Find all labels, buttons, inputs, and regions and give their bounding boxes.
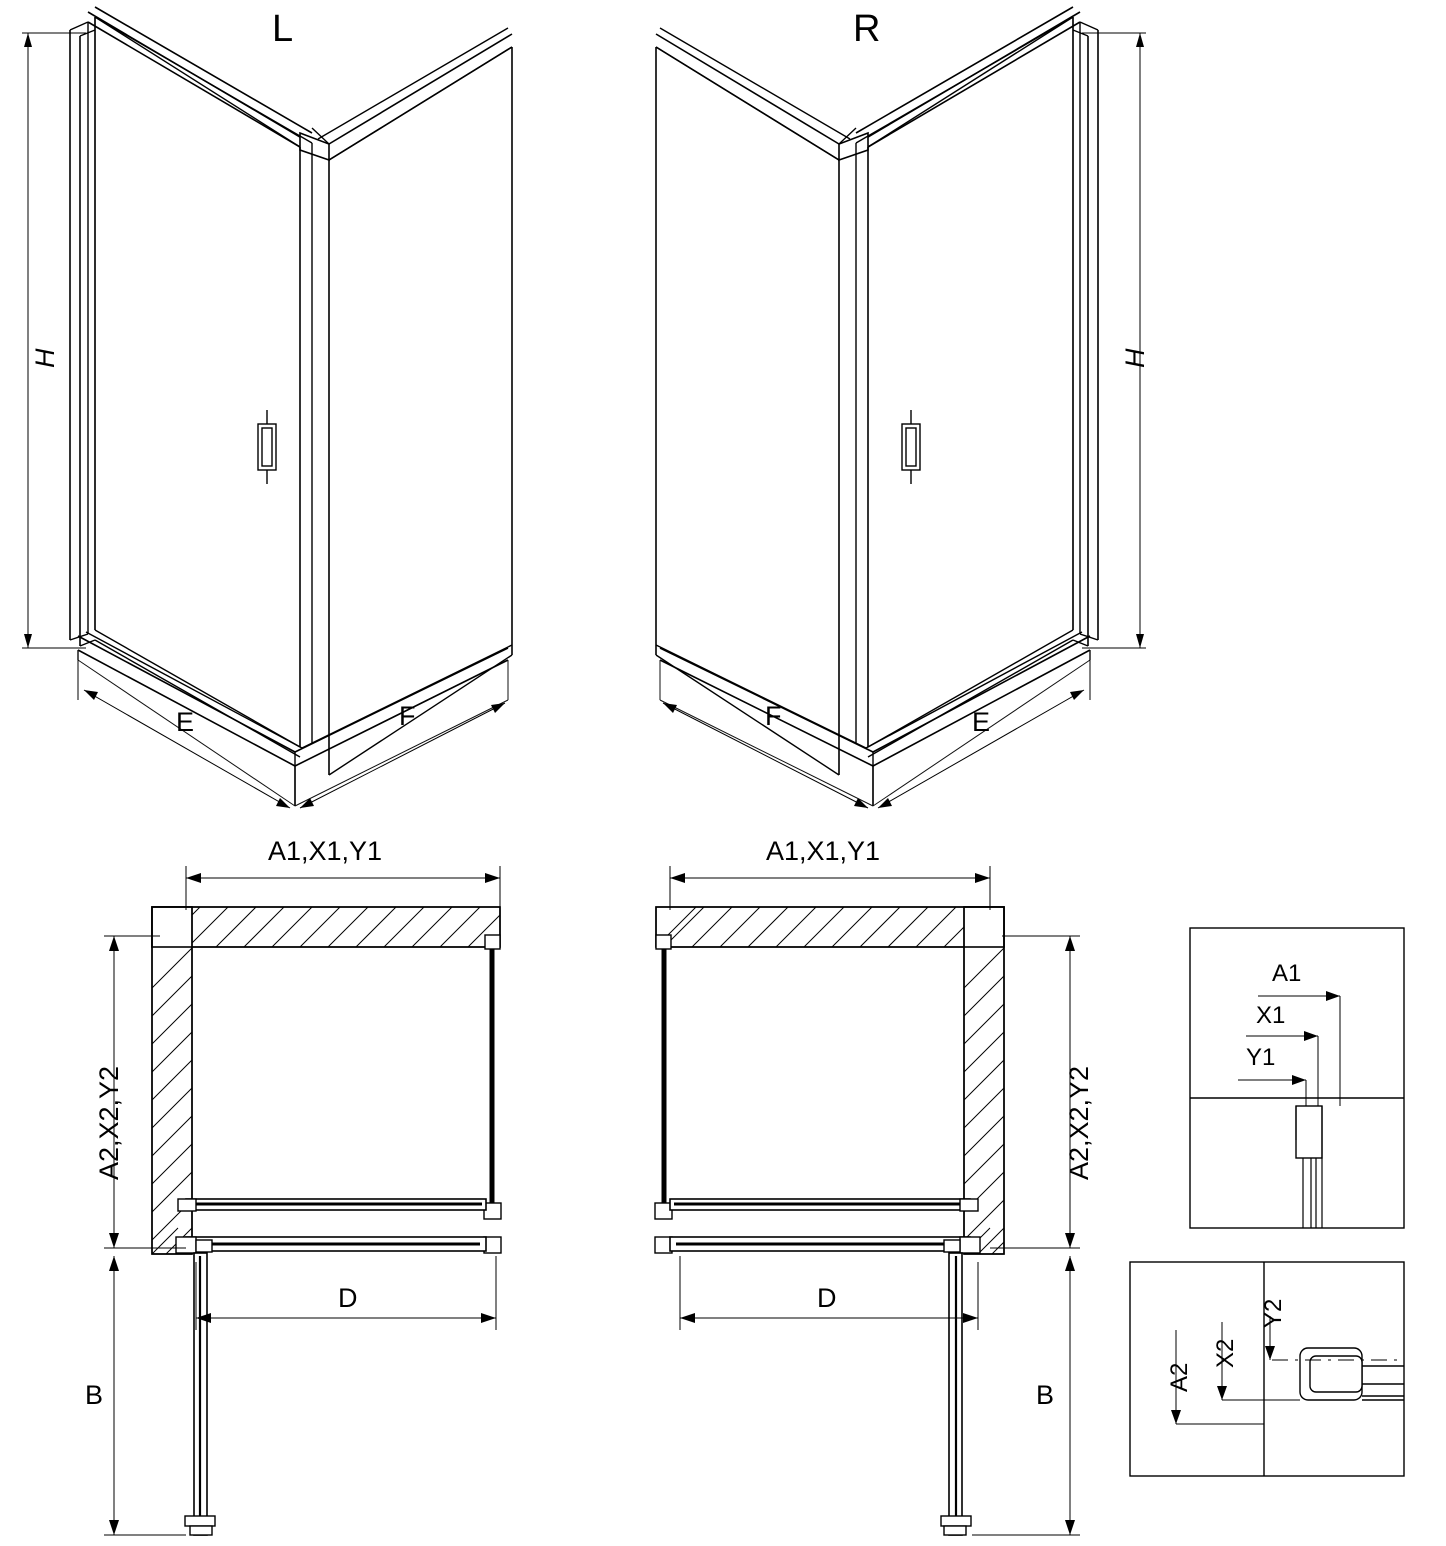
detail-bottom-dim-y2: Y2 bbox=[1260, 1298, 1287, 1328]
iso-view-right bbox=[656, 7, 1146, 808]
plan-left-top-dim-label: A1,X1,Y1 bbox=[268, 836, 383, 866]
plan-right-side-dim-label: A2,X2,Y2 bbox=[1064, 1065, 1094, 1180]
iso-left-variant-label: L bbox=[272, 8, 294, 50]
plan-left-inner-dim-label: D bbox=[338, 1283, 358, 1313]
iso-view-left bbox=[22, 7, 512, 808]
plan-right-top-dim-label: A1,X1,Y1 bbox=[766, 836, 881, 866]
plan-left-door-dim-label: B bbox=[85, 1380, 104, 1410]
iso-right-base-label-f: F bbox=[765, 701, 782, 731]
detail-top-dim-x1: X1 bbox=[1256, 1002, 1286, 1029]
detail-top-dim-a1: A1 bbox=[1272, 960, 1302, 987]
plan-view-left bbox=[104, 866, 501, 1535]
detail-bottom-dim-x2: X2 bbox=[1212, 1338, 1239, 1368]
plan-right-inner-dim-label: D bbox=[817, 1283, 837, 1313]
detail-top-dim-y1: Y1 bbox=[1246, 1044, 1276, 1071]
plan-left-side-dim-label: A2,X2,Y2 bbox=[94, 1065, 124, 1180]
plan-right-door-dim-label: B bbox=[1036, 1380, 1055, 1410]
iso-right-variant-label: R bbox=[853, 8, 881, 50]
iso-right-height-label: H bbox=[1120, 348, 1150, 368]
detail-bottom-dim-a2: A2 bbox=[1166, 1362, 1193, 1392]
plan-view-right bbox=[655, 866, 1080, 1535]
iso-left-height-label: H bbox=[30, 348, 60, 368]
iso-left-base-label-e: E bbox=[176, 707, 195, 737]
iso-right-base-label-e: E bbox=[972, 707, 991, 737]
iso-left-base-label-f: F bbox=[399, 701, 416, 731]
